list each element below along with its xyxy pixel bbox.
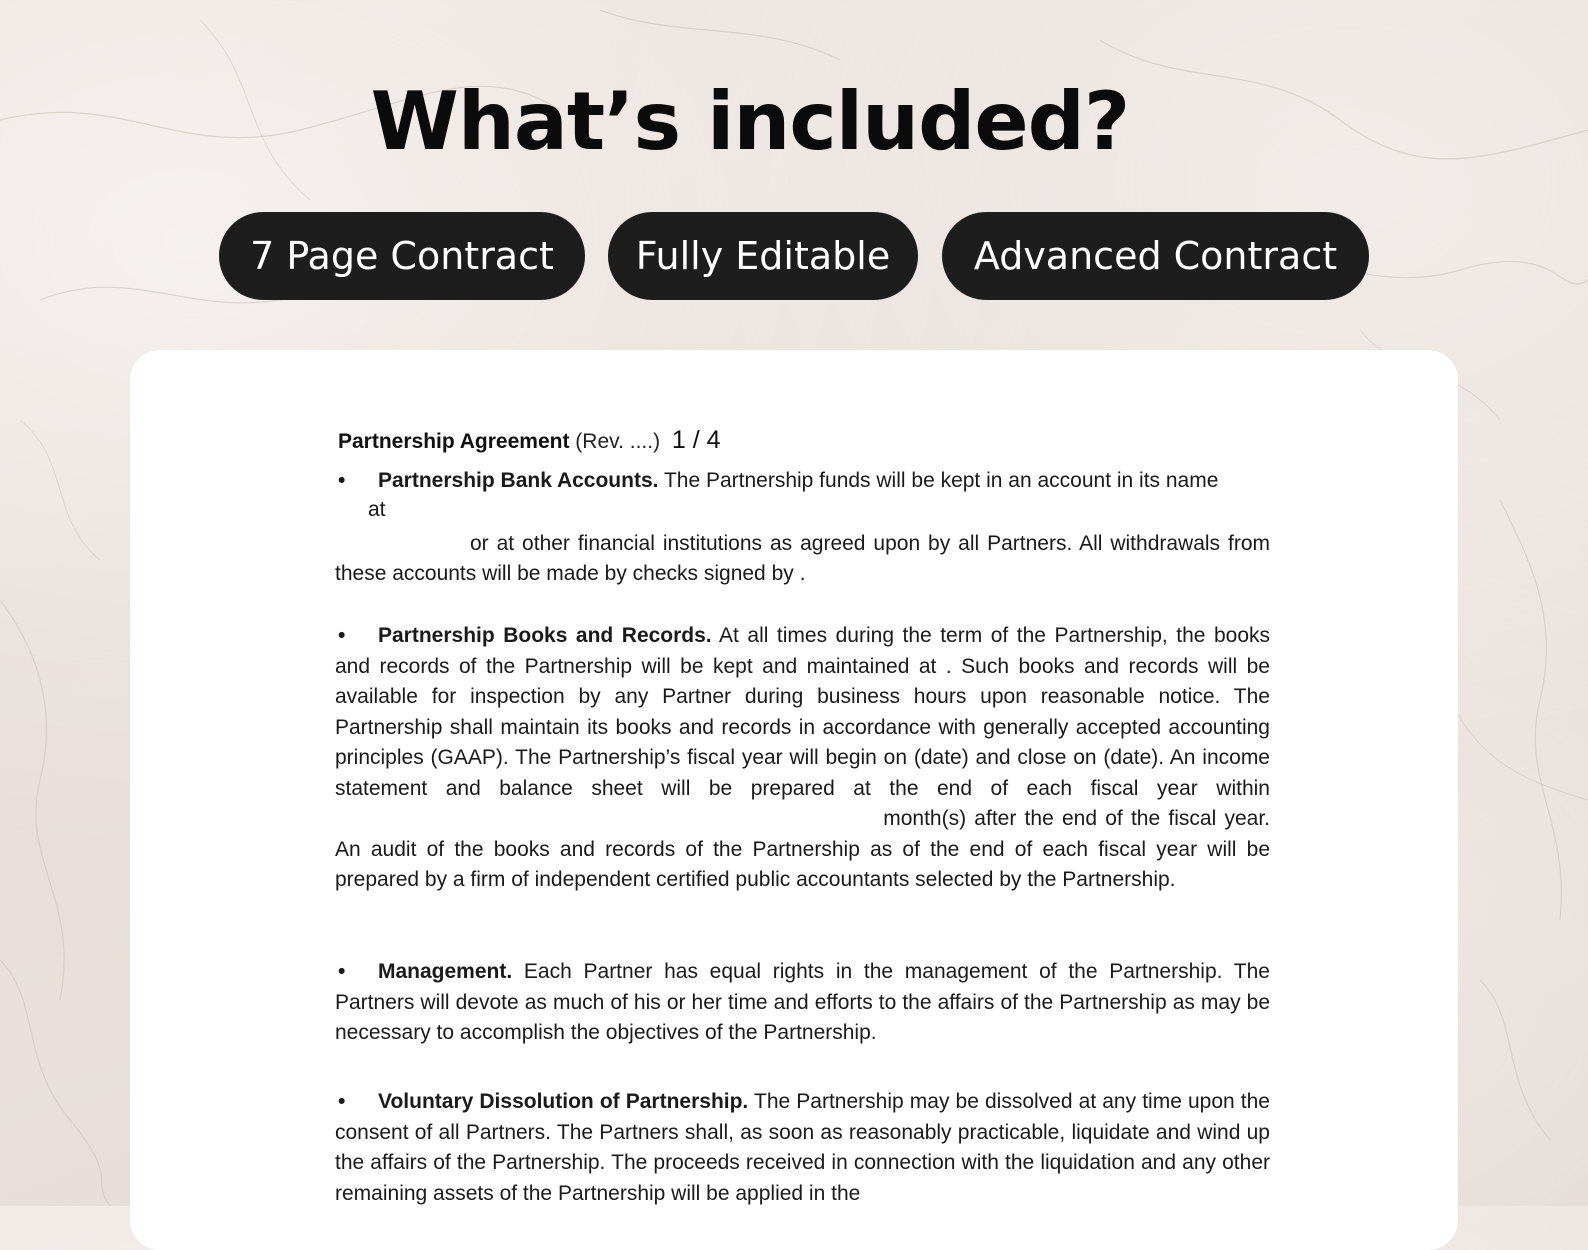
feature-badge-advanced: Advanced Contract	[942, 212, 1369, 300]
document-revision: (Rev. ....)	[575, 430, 661, 453]
section-books-records	[335, 621, 1270, 896]
bullet-marker: •	[338, 960, 346, 983]
feature-badge-page-count: 7 Page Contract	[219, 212, 585, 300]
document-title: Partnership Agreement	[338, 430, 570, 453]
page-title: What’s included?	[370, 75, 1130, 168]
section-text: at	[368, 497, 386, 521]
section-heading: Management.	[378, 960, 513, 983]
bullet-marker: •	[338, 1090, 346, 1113]
section-text: Each Partner has equal rights in the management of the Partnership. The Partners will devote as much of his or her time and efforts to the affairs of the Partnership as may be necessary to accomplish the objectives of the Partnership.	[335, 960, 1270, 1044]
bullet-marker: •	[338, 624, 346, 647]
section-management	[335, 957, 1270, 1049]
section-voluntary-dissolution	[335, 1087, 1270, 1209]
section-heading: Partnership Bank Accounts.	[378, 469, 659, 492]
section-text: or at other financial institutions as agreed upon by all Partners. All withdrawals from these accounts will be made by checks signed by .	[335, 531, 1270, 585]
section-text: month(s) after the end of the fiscal year. An audit of the books and records of the Partnership as of the end of each fiscal year will be prepared by a firm of independent certified public accountants selected by the Partnership.	[335, 807, 1270, 891]
section-text: The Partnership may be dissolved at any time upon the consent of all Partners. The Partners shall, as soon as reasonably practicable, liquidate and wind up the affairs of the Partnership. The proceeds received in connection with the liquidation and any other remaining assets of the Partnership will be applied in the	[335, 1090, 1270, 1205]
section-text: The Partnership funds will be kept in an account in its name	[663, 469, 1219, 492]
bullet-marker: •	[338, 469, 346, 492]
document-header	[338, 426, 721, 455]
page-indicator: 1 / 4	[671, 426, 721, 454]
section-heading: Voluntary Dissolution of Partnership.	[378, 1090, 749, 1113]
feature-badge-editable: Fully Editable	[608, 212, 918, 300]
document-preview-card	[130, 350, 1458, 1250]
section-text: At all times during the term of the Partnership, the books and records of the Partnership will be kept and maintained at . Such books and records will be available for inspection by any Partner during business hours upon reasonable notice. The Partnership shall maintain its books and records in accordance with generally accepted accounting principles (GAAP). The Partnership’s fiscal year will begin on (date) and close on (date). An income statement and balance sheet will be prepared at the end of each fiscal year within	[335, 624, 1270, 800]
section-heading: Partnership Books and Records.	[378, 624, 712, 647]
section-bank-accounts	[335, 466, 1270, 590]
